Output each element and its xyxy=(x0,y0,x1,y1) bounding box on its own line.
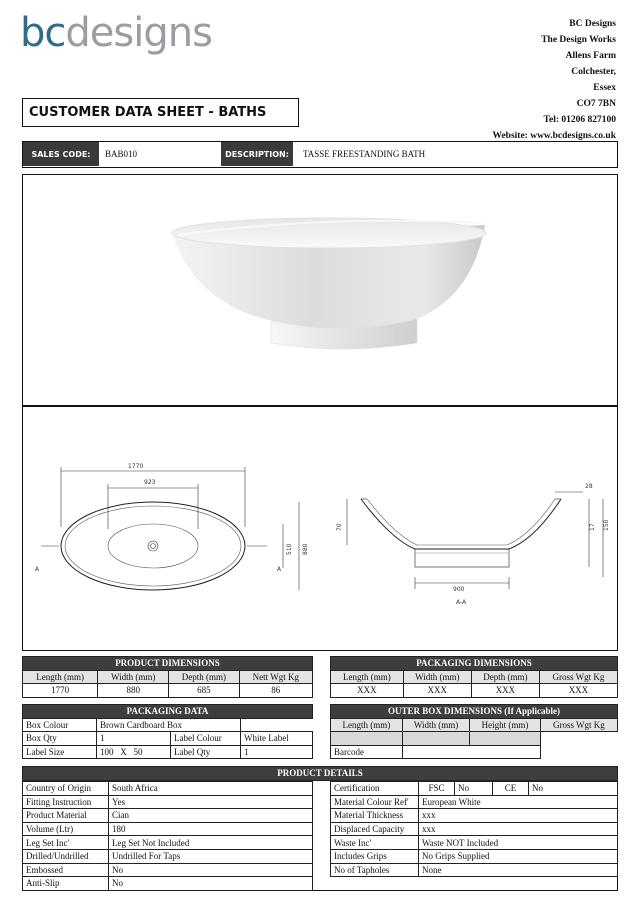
field-label: Drilled/Undrilled xyxy=(23,849,109,863)
column-header: Length (mm) xyxy=(23,670,98,684)
address-line: CO7 7BN xyxy=(576,99,616,109)
field-value: xxx xyxy=(419,822,618,836)
product-details-header xyxy=(22,766,618,781)
column-header: Length (mm) xyxy=(331,670,404,684)
outer-box-title: OUTER BOX DIMENSIONS (If Applicable) xyxy=(331,705,618,719)
field-value: 180 xyxy=(109,822,313,836)
bath-render-image xyxy=(23,175,617,404)
dim-150: 150 xyxy=(603,519,610,531)
section-label-aa: A-A xyxy=(456,599,467,606)
packaging-dimensions-table xyxy=(330,656,618,698)
field-value: No Grips Supplied xyxy=(419,849,618,863)
sales-bar xyxy=(22,141,618,168)
dim-510: 510 xyxy=(286,543,293,555)
product-dimensions-table xyxy=(22,656,313,698)
field-value: South Africa xyxy=(109,782,313,796)
dim-880: 880 xyxy=(302,543,309,555)
field-value: European White xyxy=(419,795,618,809)
section-label-a-left: A xyxy=(35,566,40,573)
field-label: Material Thickness xyxy=(331,809,419,823)
dim-900: 900 xyxy=(453,586,465,593)
address-line: Allens Farm xyxy=(565,51,616,61)
field-value: xxx xyxy=(419,809,618,823)
address-line: Website: www.bcdesigns.co.uk xyxy=(492,131,616,141)
field-value: No xyxy=(109,877,313,891)
product-details-right-table xyxy=(330,781,618,890)
field-label: Product Material xyxy=(23,809,109,823)
sales-code-label: SALES CODE: xyxy=(23,142,99,166)
address-line: Tel: 01206 827100 xyxy=(543,115,616,125)
column-header: Gross Wgt Kg xyxy=(539,670,617,684)
description-value: TASSE FREESTANDING BATH xyxy=(303,149,426,159)
field-label: Certification xyxy=(331,782,419,796)
field-label: Waste Inc' xyxy=(331,836,419,850)
column-header: Height (mm) xyxy=(470,718,541,732)
field-label: Fitting Instruction xyxy=(23,795,109,809)
column-header: Length (mm) xyxy=(331,718,403,732)
field-value: 100 X 50 xyxy=(97,745,171,759)
table-cell: XXX xyxy=(331,684,404,698)
field-label: Country of Origin xyxy=(23,782,109,796)
field-label: Anti-Slip xyxy=(23,877,109,891)
table-cell xyxy=(331,732,403,746)
field-value: 1 xyxy=(97,732,171,746)
field-value: Undrilled For Taps xyxy=(109,849,313,863)
dim-923: 923 xyxy=(144,479,156,486)
field-value: Yes xyxy=(109,795,313,809)
field-label: Barcode xyxy=(331,745,403,759)
table-cell xyxy=(470,732,541,746)
column-header: Nett Wgt Kg xyxy=(239,670,312,684)
field-value: Leg Set Not Included xyxy=(109,836,313,850)
packaging-data-title: PACKAGING DATA xyxy=(23,705,313,719)
address-line: BC Designs xyxy=(569,19,616,29)
field-label: Box Qty xyxy=(23,732,97,746)
section-label-a-right: A xyxy=(277,566,282,573)
barcode-value xyxy=(402,745,540,759)
dim-70: 70 xyxy=(336,523,343,531)
field-label: Material Colour Ref' xyxy=(331,795,419,809)
table-cell: 880 xyxy=(98,684,169,698)
page-title xyxy=(22,98,299,127)
table-cell: XXX xyxy=(471,684,539,698)
table-cell: 685 xyxy=(169,684,240,698)
column-header: Depth (mm) xyxy=(169,670,240,684)
technical-drawing xyxy=(23,407,617,649)
packaging-data-table xyxy=(22,704,313,759)
address-line: The Design Works xyxy=(541,35,616,45)
dim-17: 17 xyxy=(589,523,596,531)
ce-label: CE xyxy=(493,782,529,796)
table-cell: 86 xyxy=(239,684,312,698)
column-header: Depth (mm) xyxy=(471,670,539,684)
field-label: Box Colour xyxy=(23,718,97,732)
field-value: Waste NOT Included xyxy=(419,836,618,850)
field-value: Brown Cardboard Box xyxy=(97,718,241,732)
table-cell: 1770 xyxy=(23,684,98,698)
field-label: Embossed xyxy=(23,863,109,877)
dim-28: 28 xyxy=(585,483,593,490)
field-value: 1 xyxy=(241,745,313,759)
column-header: Width (mm) xyxy=(402,718,469,732)
product-details-title: PRODUCT DETAILS xyxy=(23,767,618,781)
field-value: No xyxy=(109,863,313,877)
fsc-value: No xyxy=(455,782,493,796)
product-dimensions-title: PRODUCT DIMENSIONS xyxy=(23,657,313,671)
description-label: DESCRIPTION: xyxy=(221,142,293,166)
sales-code-value: BAB010 xyxy=(105,149,138,159)
field-label: Label Colour xyxy=(171,732,241,746)
table-cell: XXX xyxy=(539,684,617,698)
page-title-text: CUSTOMER DATA SHEET - BATHS xyxy=(29,105,267,120)
table-cell xyxy=(402,732,469,746)
field-value: White Label xyxy=(241,732,313,746)
company-address xyxy=(492,16,616,144)
brand-logo xyxy=(20,10,212,56)
column-header: Width (mm) xyxy=(98,670,169,684)
address-line: Essex xyxy=(593,83,616,93)
field-label: Volume (Ltr) xyxy=(23,822,109,836)
field-value: None xyxy=(419,863,618,877)
logo-part-bc: bc xyxy=(20,10,66,56)
packaging-dimensions-title: PACKAGING DIMENSIONS xyxy=(331,657,618,671)
field-label: Displaced Capacity xyxy=(331,822,419,836)
field-value: Cian xyxy=(109,809,313,823)
fsc-label: FSC xyxy=(419,782,455,796)
column-header: Gross Wgt Kg xyxy=(540,718,617,732)
technical-drawing-panel xyxy=(22,406,618,651)
dim-1770: 1770 xyxy=(128,463,144,470)
table-cell: XXX xyxy=(403,684,471,698)
product-details-left-table xyxy=(22,781,313,891)
address-line: Colchester, xyxy=(571,67,616,77)
field-label: Leg Set Inc' xyxy=(23,836,109,850)
ce-value: No xyxy=(529,782,618,796)
field-label: Includes Grips xyxy=(331,849,419,863)
logo-part-designs: designs xyxy=(65,10,212,56)
field-label: Label Size xyxy=(23,745,97,759)
column-header: Width (mm) xyxy=(403,670,471,684)
field-label: Label Qty xyxy=(171,745,241,759)
product-image-panel xyxy=(22,174,618,406)
outer-box-table xyxy=(330,704,618,759)
field-label: No of Tapholes xyxy=(331,863,419,877)
